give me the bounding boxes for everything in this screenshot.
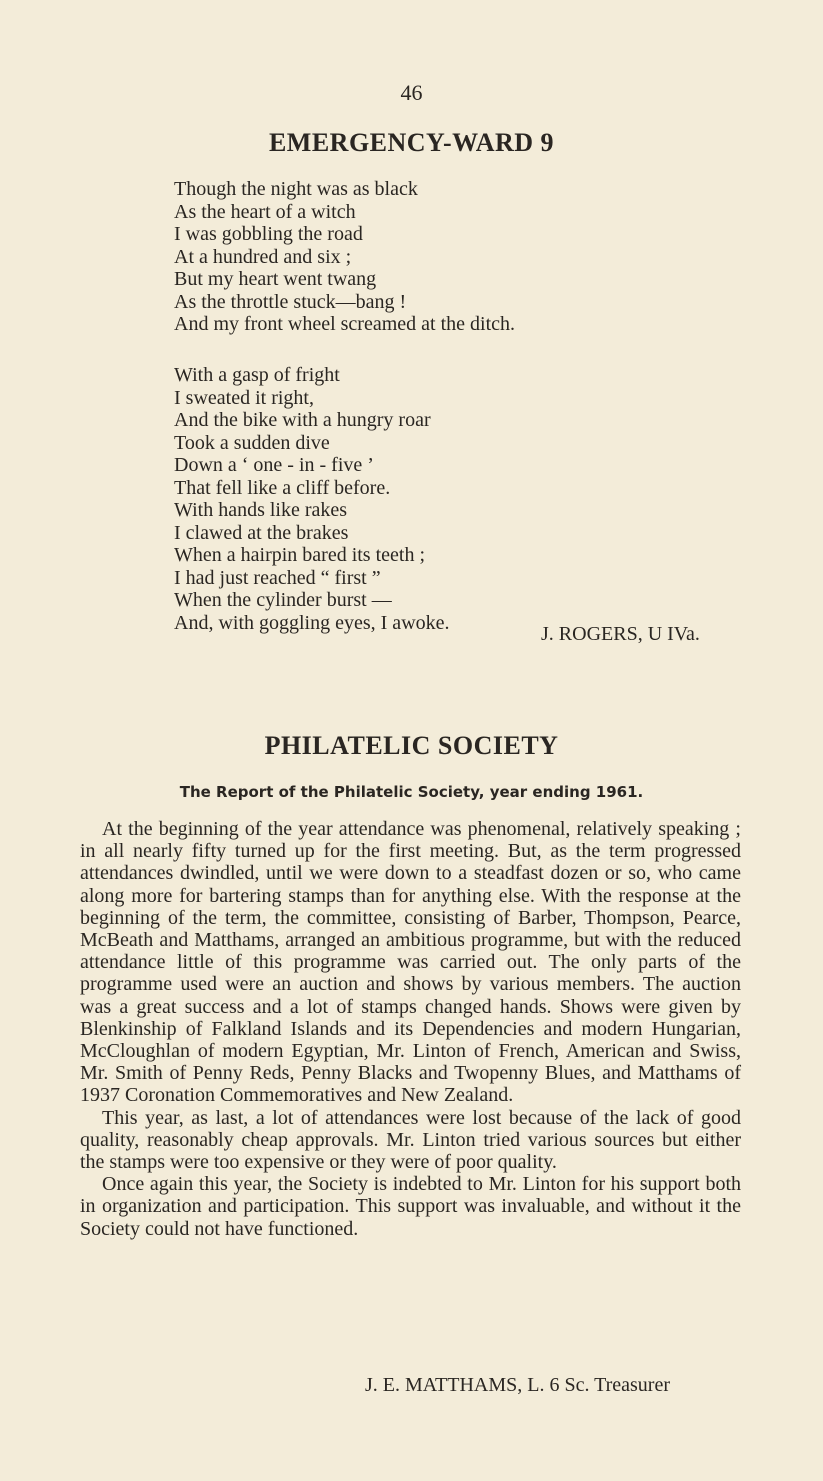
poem-line: Though the night was as black (174, 178, 418, 200)
poem-line: Down a ‘ one - in - five ’ (174, 454, 374, 476)
report-subtitle: The Report of the Philatelic Society, year ending 1961. (179, 783, 644, 801)
poem-line: And the bike with a hungry roar (174, 409, 431, 431)
poem-line: I was gobbling the road (174, 223, 363, 245)
poem-line: When the cylinder burst — (174, 589, 392, 611)
poem-line: I clawed at the brakes (174, 521, 349, 544)
report-paragraph: Once again this year, the Society is indebted to Mr. Linton for his support both in organization and participation. This support was invaluable, and without it the Society could not have functioned. (80, 1173, 741, 1240)
poem-line: As the throttle stuck—bang ! (174, 290, 407, 313)
poem-author: J. ROGERS, U IVa. (541, 623, 700, 645)
poem-stanza-1 (174, 178, 515, 336)
poem-line: I sweated it right, (174, 386, 314, 409)
poem-line: And, with goggling eyes, I awoke. (174, 611, 450, 634)
report-paragraph: At the beginning of the year attendance was phenomenal, relatively speaking ; in all nearly fifty turned up for the first meeting. But, as the term progressed attendances dwindled, until we were down to a steadfast dozen or so, who came along more for bartering stamps than for anything else. With the response at the beginning of the term, the committee, consisting of Barber, Thompson, Pearce, McBeath and Matthams, arranged an ambitious programme, but with the reduced attendance little of this programme was carried out. The only parts of the programme used were an auction and shows by various members. The auction was a great success and a lot of stamps changed hands. Shows were given by Blenkinship of Falkland Islands and its Dependencies and modern Hungarian, McCloughlan of modern Egyptian, Mr. Linton of French, American and Swiss, Mr. Smith of Penny Reds, Penny Blacks and Twopenny Blues, and Matthams of 1937 Coronation Commemoratives and New Zealand. (80, 818, 741, 1107)
poem-line: With hands like rakes (174, 499, 348, 521)
poem-line: When a hairpin bared its teeth ; (174, 544, 426, 566)
section-title: PHILATELIC SOCIETY (264, 731, 559, 760)
page-number: 46 (400, 80, 423, 105)
report-author: J. E. MATTHAMS, L. 6 Sc. Treasurer (365, 1374, 670, 1396)
poem-line: Took a sudden dive (174, 431, 330, 454)
poem-stanza-2 (174, 364, 450, 634)
poem-line: I had just reached “ first ” (174, 566, 381, 589)
report-body (80, 818, 741, 1240)
poem-line: At a hundred and six ; (174, 245, 352, 268)
poem-line: That fell like a cliff before. (174, 476, 391, 499)
poem-line: And my front wheel screamed at the ditch. (174, 313, 515, 335)
poem-title: EMERGENCY-WARD 9 (268, 128, 555, 157)
report-paragraph: This year, as last, a lot of attendances were lost because of the lack of good quality, reasonably cheap approvals. Mr. Linton tried various sources but either the stamps were too expensive or they were of poor quality. (80, 1106, 741, 1174)
poem-line: With a gasp of fright (174, 364, 340, 386)
poem-line: But my heart went twang (174, 268, 377, 290)
poem-line: As the heart of a witch (174, 200, 356, 223)
